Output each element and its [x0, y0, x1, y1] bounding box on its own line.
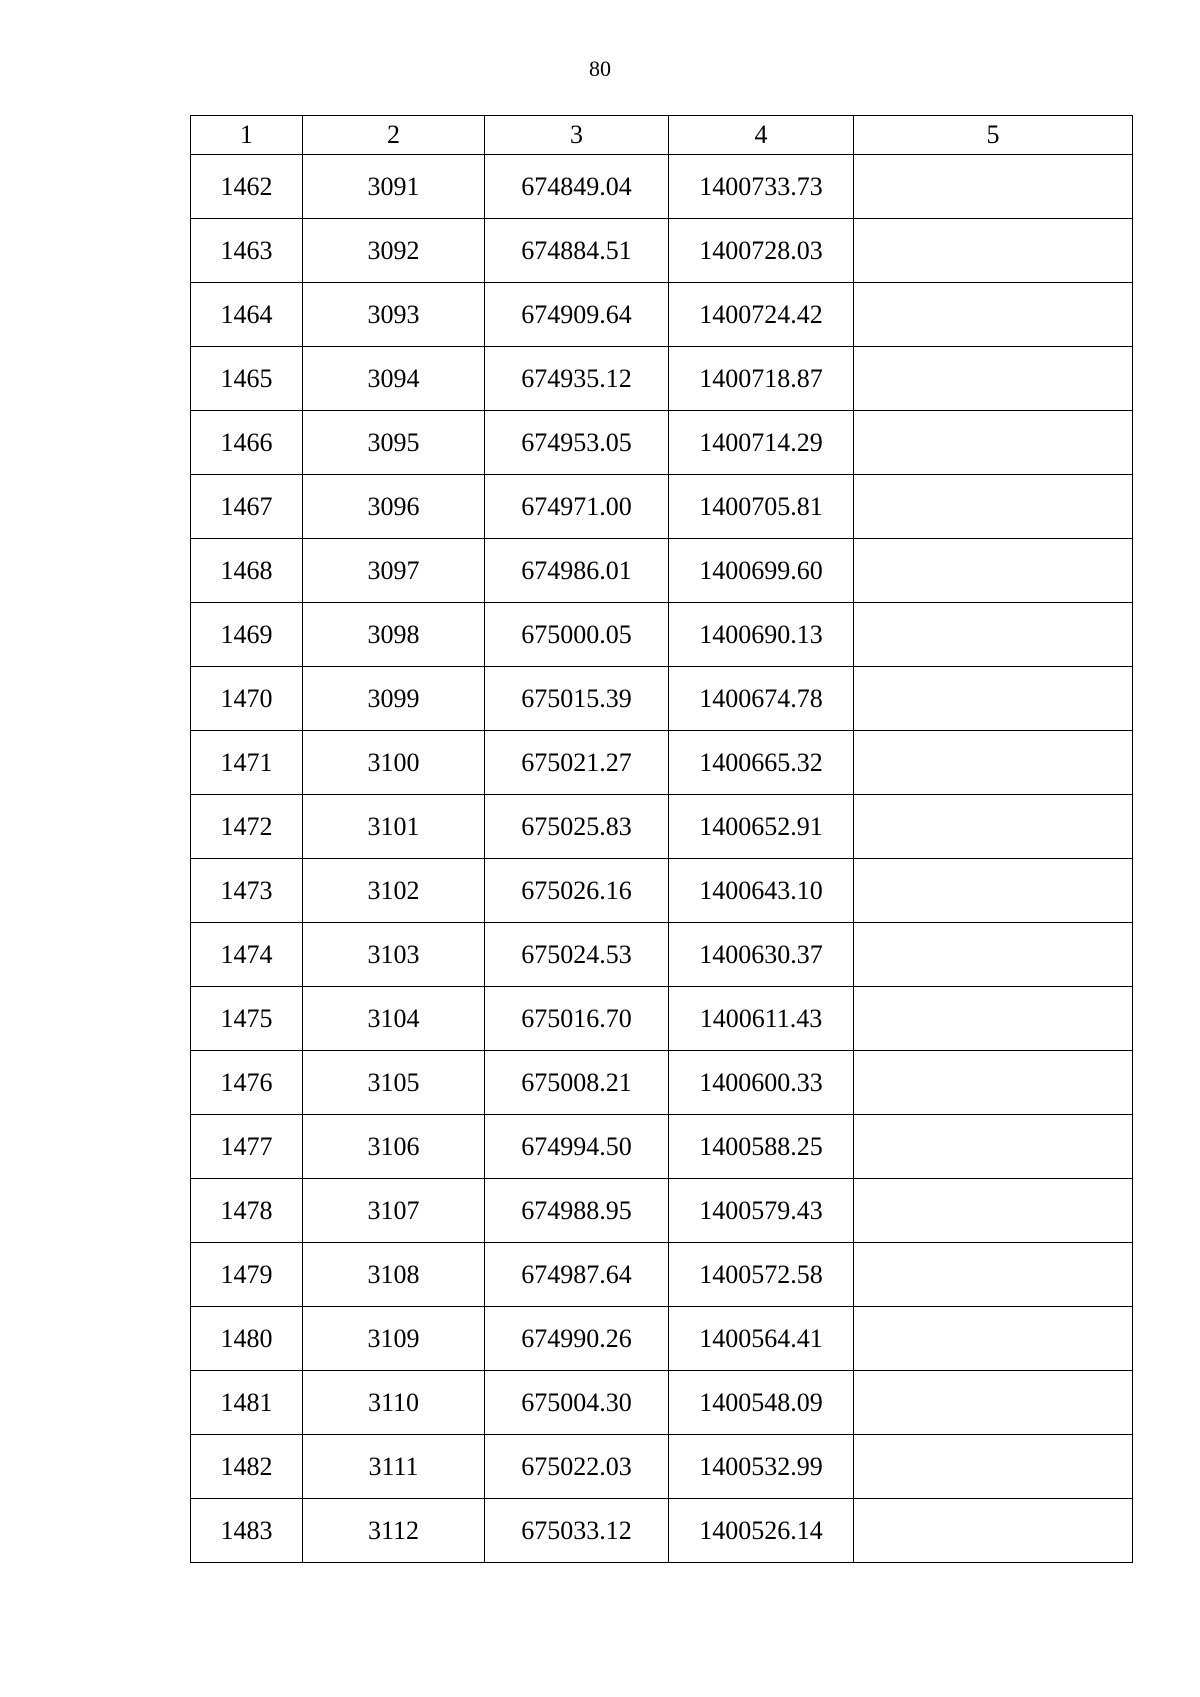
table-row — [191, 539, 1133, 603]
row-index-cell: 1480 — [191, 1307, 303, 1371]
y-coordinate-cell: 1400652.91 — [669, 795, 854, 859]
table-row — [191, 475, 1133, 539]
table-row — [191, 859, 1133, 923]
note-cell — [854, 731, 1133, 795]
table-row — [191, 283, 1133, 347]
table-row — [191, 411, 1133, 475]
y-coordinate-cell: 1400728.03 — [669, 219, 854, 283]
note-cell — [854, 603, 1133, 667]
table-row — [191, 1179, 1133, 1243]
table-row — [191, 1499, 1133, 1563]
note-cell — [854, 411, 1133, 475]
y-coordinate-cell: 1400588.25 — [669, 1115, 854, 1179]
y-coordinate-cell: 1400611.43 — [669, 987, 854, 1051]
y-coordinate-cell: 1400724.42 — [669, 283, 854, 347]
table-row — [191, 347, 1133, 411]
note-cell — [854, 1499, 1133, 1563]
y-coordinate-cell: 1400630.37 — [669, 923, 854, 987]
x-coordinate-cell: 675026.16 — [485, 859, 669, 923]
point-number-cell: 3102 — [303, 859, 485, 923]
x-coordinate-cell: 674986.01 — [485, 539, 669, 603]
column-header-3: 3 — [485, 116, 669, 155]
table-row — [191, 1051, 1133, 1115]
row-index-cell: 1469 — [191, 603, 303, 667]
note-cell — [854, 155, 1133, 219]
note-cell — [854, 1051, 1133, 1115]
table-row — [191, 1307, 1133, 1371]
x-coordinate-cell: 674990.26 — [485, 1307, 669, 1371]
table-row — [191, 1435, 1133, 1499]
point-number-cell: 3099 — [303, 667, 485, 731]
x-coordinate-cell: 674994.50 — [485, 1115, 669, 1179]
x-coordinate-cell: 675015.39 — [485, 667, 669, 731]
note-cell — [854, 859, 1133, 923]
row-index-cell: 1474 — [191, 923, 303, 987]
column-header-5: 5 — [854, 116, 1133, 155]
table-row — [191, 219, 1133, 283]
note-cell — [854, 283, 1133, 347]
point-number-cell: 3105 — [303, 1051, 485, 1115]
note-cell — [854, 1307, 1133, 1371]
x-coordinate-cell: 674849.04 — [485, 155, 669, 219]
x-coordinate-cell: 675000.05 — [485, 603, 669, 667]
row-index-cell: 1473 — [191, 859, 303, 923]
y-coordinate-cell: 1400532.99 — [669, 1435, 854, 1499]
y-coordinate-cell: 1400665.32 — [669, 731, 854, 795]
table-body — [191, 155, 1133, 1563]
header-row — [191, 116, 1133, 155]
point-number-cell: 3107 — [303, 1179, 485, 1243]
y-coordinate-cell: 1400718.87 — [669, 347, 854, 411]
table-header — [191, 116, 1133, 155]
point-number-cell: 3108 — [303, 1243, 485, 1307]
note-cell — [854, 1435, 1133, 1499]
point-number-cell: 3111 — [303, 1435, 485, 1499]
y-coordinate-cell: 1400572.58 — [669, 1243, 854, 1307]
x-coordinate-cell: 675022.03 — [485, 1435, 669, 1499]
table-row — [191, 1371, 1133, 1435]
column-header-4: 4 — [669, 116, 854, 155]
x-coordinate-cell: 674909.64 — [485, 283, 669, 347]
y-coordinate-cell: 1400526.14 — [669, 1499, 854, 1563]
note-cell — [854, 1371, 1133, 1435]
row-index-cell: 1466 — [191, 411, 303, 475]
y-coordinate-cell: 1400733.73 — [669, 155, 854, 219]
point-number-cell: 3091 — [303, 155, 485, 219]
table-row — [191, 667, 1133, 731]
page-number: 80 — [589, 56, 611, 81]
row-index-cell: 1468 — [191, 539, 303, 603]
y-coordinate-cell: 1400690.13 — [669, 603, 854, 667]
x-coordinate-cell: 675033.12 — [485, 1499, 669, 1563]
table-row — [191, 1115, 1133, 1179]
x-coordinate-cell: 674935.12 — [485, 347, 669, 411]
note-cell — [854, 667, 1133, 731]
table-row — [191, 731, 1133, 795]
row-index-cell: 1475 — [191, 987, 303, 1051]
note-cell — [854, 347, 1133, 411]
point-number-cell: 3093 — [303, 283, 485, 347]
point-number-cell: 3104 — [303, 987, 485, 1051]
note-cell — [854, 219, 1133, 283]
x-coordinate-cell: 675004.30 — [485, 1371, 669, 1435]
row-index-cell: 1481 — [191, 1371, 303, 1435]
y-coordinate-cell: 1400705.81 — [669, 475, 854, 539]
column-header-1: 1 — [191, 116, 303, 155]
point-number-cell: 3096 — [303, 475, 485, 539]
y-coordinate-cell: 1400600.33 — [669, 1051, 854, 1115]
column-header-2: 2 — [303, 116, 485, 155]
row-index-cell: 1464 — [191, 283, 303, 347]
note-cell — [854, 795, 1133, 859]
y-coordinate-cell: 1400579.43 — [669, 1179, 854, 1243]
row-index-cell: 1471 — [191, 731, 303, 795]
x-coordinate-cell: 674988.95 — [485, 1179, 669, 1243]
x-coordinate-cell: 674884.51 — [485, 219, 669, 283]
point-number-cell: 3100 — [303, 731, 485, 795]
row-index-cell: 1476 — [191, 1051, 303, 1115]
point-number-cell: 3095 — [303, 411, 485, 475]
point-number-cell: 3098 — [303, 603, 485, 667]
point-number-cell: 3103 — [303, 923, 485, 987]
y-coordinate-cell: 1400548.09 — [669, 1371, 854, 1435]
table-row — [191, 795, 1133, 859]
x-coordinate-cell: 675008.21 — [485, 1051, 669, 1115]
x-coordinate-cell: 675016.70 — [485, 987, 669, 1051]
table-row — [191, 155, 1133, 219]
x-coordinate-cell: 674953.05 — [485, 411, 669, 475]
x-coordinate-cell: 675021.27 — [485, 731, 669, 795]
coordinates-table — [190, 115, 1133, 1563]
point-number-cell: 3106 — [303, 1115, 485, 1179]
table-row — [191, 1243, 1133, 1307]
point-number-cell: 3097 — [303, 539, 485, 603]
point-number-cell: 3112 — [303, 1499, 485, 1563]
point-number-cell: 3092 — [303, 219, 485, 283]
y-coordinate-cell: 1400674.78 — [669, 667, 854, 731]
row-index-cell: 1472 — [191, 795, 303, 859]
table-row — [191, 603, 1133, 667]
x-coordinate-cell: 674971.00 — [485, 475, 669, 539]
note-cell — [854, 1115, 1133, 1179]
note-cell — [854, 1179, 1133, 1243]
table-row — [191, 987, 1133, 1051]
row-index-cell: 1462 — [191, 155, 303, 219]
row-index-cell: 1478 — [191, 1179, 303, 1243]
note-cell — [854, 539, 1133, 603]
note-cell — [854, 475, 1133, 539]
note-cell — [854, 987, 1133, 1051]
point-number-cell: 3101 — [303, 795, 485, 859]
row-index-cell: 1479 — [191, 1243, 303, 1307]
row-index-cell: 1465 — [191, 347, 303, 411]
y-coordinate-cell: 1400643.10 — [669, 859, 854, 923]
y-coordinate-cell: 1400714.29 — [669, 411, 854, 475]
row-index-cell: 1482 — [191, 1435, 303, 1499]
y-coordinate-cell: 1400699.60 — [669, 539, 854, 603]
table-row — [191, 923, 1133, 987]
point-number-cell: 3094 — [303, 347, 485, 411]
x-coordinate-cell: 674987.64 — [485, 1243, 669, 1307]
note-cell — [854, 1243, 1133, 1307]
row-index-cell: 1463 — [191, 219, 303, 283]
row-index-cell: 1470 — [191, 667, 303, 731]
note-cell — [854, 923, 1133, 987]
x-coordinate-cell: 675025.83 — [485, 795, 669, 859]
row-index-cell: 1483 — [191, 1499, 303, 1563]
x-coordinate-cell: 675024.53 — [485, 923, 669, 987]
row-index-cell: 1477 — [191, 1115, 303, 1179]
point-number-cell: 3109 — [303, 1307, 485, 1371]
row-index-cell: 1467 — [191, 475, 303, 539]
y-coordinate-cell: 1400564.41 — [669, 1307, 854, 1371]
point-number-cell: 3110 — [303, 1371, 485, 1435]
